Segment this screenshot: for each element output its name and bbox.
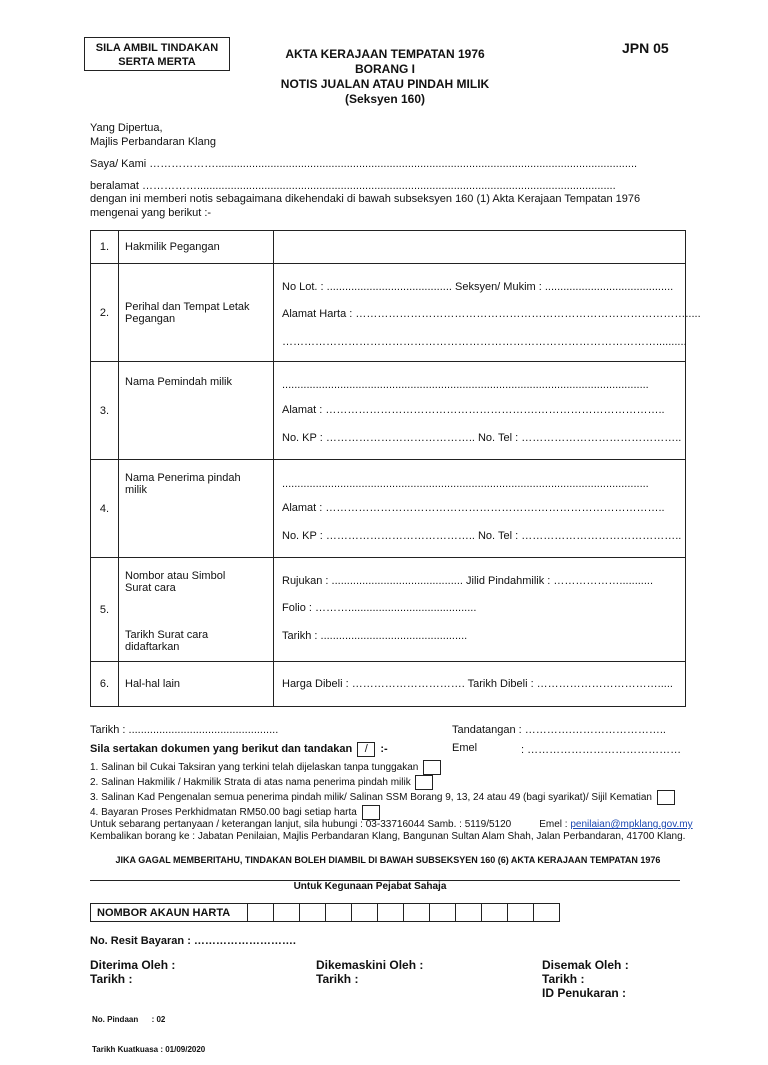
rujukan-line: Rujukan : ........................................... Jilid Pindahmilik : ………………........... xyxy=(282,575,654,587)
contact-line-1 xyxy=(90,819,693,831)
beralamat-line: beralamat ……………......................................................................................................................................... xyxy=(90,180,616,192)
pemindah-kp-line: No. KP : ………………………………….. No. Tel : …………………………………….. xyxy=(282,432,682,444)
instruction-end: :- xyxy=(380,743,388,755)
table-row xyxy=(91,264,686,362)
attachment-item-1: 1. Salinan bil Cukai Taksiran yang terkini telah dijelaskan tanpa tunggakan xyxy=(90,762,419,774)
perihal-field[interactable] xyxy=(274,264,701,362)
disemak-tarikh: Tarikh : xyxy=(542,972,585,986)
statement-line-2: mengenai yang berikut :- xyxy=(90,207,212,219)
dikemaskini-label: Dikemaskini Oleh : xyxy=(316,958,424,972)
office-heading: Untuk Kegunaan Pejabat Sahaja xyxy=(293,881,447,892)
tarikh-didaftarkan-label: Tarikh Surat cara didaftarkan xyxy=(125,629,209,653)
tarikh-field[interactable]: Tarikh : ................................................. xyxy=(90,724,279,736)
checkbox-kad-pengenalan[interactable] xyxy=(657,790,675,805)
penerima-name-line: ........................................................................................................................ xyxy=(282,478,649,490)
penerima-kp-line: No. KP : ………………………………….. No. Tel : …………………………………….. xyxy=(282,530,682,542)
account-digit-box[interactable] xyxy=(248,904,274,922)
diterima-label: Diterima Oleh : xyxy=(90,958,176,972)
account-digit-box[interactable] xyxy=(430,904,456,922)
account-digit-box[interactable] xyxy=(456,904,482,922)
row-number: 3. xyxy=(91,362,119,460)
table-row xyxy=(91,362,686,460)
account-digit-box[interactable] xyxy=(534,904,560,922)
form-title xyxy=(240,47,530,107)
table-row xyxy=(91,231,686,264)
account-digit-box[interactable] xyxy=(274,904,300,922)
account-number-table xyxy=(90,903,560,922)
pemindah-alamat-line: Alamat : ………………………………………………….…………………………….. xyxy=(282,404,665,416)
addressee-council: Majlis Perbandaran Klang xyxy=(90,136,216,148)
pindaan-number: No. Pindaan : 02 xyxy=(92,1015,166,1024)
pemindah-field[interactable] xyxy=(274,362,686,460)
email-link[interactable]: penilaian@mpklang.gov.my xyxy=(570,819,693,830)
penerima-alamat-line: Alamat : ………………………………………………….…………………………….. xyxy=(282,502,665,514)
kuatkuasa-date: Tarikh Kuatkuasa : 01/09/2020 xyxy=(92,1045,206,1054)
row-number: 4. xyxy=(91,460,119,558)
emel-field[interactable]: : …………………………………… xyxy=(521,744,682,756)
hakmilik-field[interactable] xyxy=(274,231,686,264)
emel-label: Emel xyxy=(452,742,478,754)
account-digit-box[interactable] xyxy=(352,904,378,922)
contact-phone: Untuk sebarang pertanyaan / keterangan lanjut, sila hubungi : 03-33716044 Samb. : 5119/5120 xyxy=(90,819,512,830)
row-label: Nama Penerima pindah milik xyxy=(119,460,274,558)
row-label: Hakmilik Pegangan xyxy=(119,231,274,264)
checkbox-bayaran[interactable] xyxy=(362,805,380,820)
lot-line: No Lot. : ......................................... Seksyen/ Mukim : .......................................... xyxy=(282,281,674,293)
revision-info xyxy=(92,995,205,1065)
action-box-line-2: SERTA MERTA xyxy=(118,56,196,68)
disemak-block xyxy=(542,958,629,1000)
form-name: BORANG I xyxy=(355,62,415,76)
row-number: 1. xyxy=(91,231,119,264)
section-ref: (Seksyen 160) xyxy=(344,92,426,106)
row-number: 6. xyxy=(91,662,119,707)
row-label-cell xyxy=(119,558,274,662)
list-item xyxy=(90,760,675,775)
harga-line: Harga Dibeli : …………………………. Tarikh Dibeli : ……………………………..... xyxy=(282,678,673,690)
account-label: NOMBOR AKAUN HARTA xyxy=(91,904,248,922)
surat-cara-label: Nombor atau Simbol Surat cara xyxy=(125,570,226,594)
surat-cara-field[interactable] xyxy=(274,558,686,662)
account-digit-box[interactable] xyxy=(378,904,404,922)
list-item xyxy=(90,805,675,820)
attachment-item-2: 2. Salinan Hakmilik / Hakmilik Strata di atas nama penerima pindah milik xyxy=(90,777,411,789)
table-row xyxy=(91,558,686,662)
tarikh-line: Tarikh : ................................................ xyxy=(282,630,468,642)
row-label: Perihal dan Tempat Letak Pegangan xyxy=(119,264,274,362)
penerima-field[interactable] xyxy=(274,460,686,558)
account-digit-box[interactable] xyxy=(326,904,352,922)
alamat-harta-line: Alamat Harta : ………………………………………………………………………………..... xyxy=(282,308,701,320)
action-box-line-1: SILA AMBIL TINDAKAN xyxy=(95,42,219,54)
dikemaskini-block xyxy=(316,958,423,986)
tick-mark: / xyxy=(364,743,368,755)
account-digit-box[interactable] xyxy=(404,904,430,922)
table-row xyxy=(91,460,686,558)
folio-line: Folio : ……….......................................... xyxy=(282,602,477,614)
attachment-item-4: 4. Bayaran Proses Perkhidmatan RM50.00 bagi setiap harta xyxy=(90,807,357,819)
diterima-block xyxy=(90,958,175,986)
row-label: Nama Pemindah milik xyxy=(119,362,274,460)
checkbox-hakmilik[interactable] xyxy=(415,775,433,790)
instruction-text: Sila sertakan dokumen yang berikut dan tandakan xyxy=(90,743,353,755)
action-required-box xyxy=(84,37,230,71)
diterima-tarikh: Tarikh : xyxy=(90,972,133,986)
tick-sample-box xyxy=(357,742,375,757)
alamat-harta-line-2: ………………………………………………………………………………………….......... xyxy=(282,336,687,348)
account-digit-box[interactable] xyxy=(482,904,508,922)
tandatangan-field[interactable]: Tandatangan : ………….…………………….. xyxy=(452,724,666,736)
disemak-label: Disemak Oleh : xyxy=(542,958,629,972)
list-item xyxy=(90,790,675,805)
contact-info xyxy=(90,819,693,843)
saya-line: Saya/ Kami ……………….......................................................................................................................................... xyxy=(90,158,638,170)
account-digit-box[interactable] xyxy=(508,904,534,922)
table-row xyxy=(91,662,686,707)
account-digit-box[interactable] xyxy=(300,904,326,922)
row-number: 2. xyxy=(91,264,119,362)
statement-line-1: dengan ini memberi notis sebagaimana dikehendaki di bawah subseksyen 160 (1) Akta Kerajaan Tempatan 1976 xyxy=(90,193,641,205)
id-penukaran-label: ID Penukaran : xyxy=(542,986,627,1000)
dikemaskini-tarikh: Tarikh : xyxy=(316,972,359,986)
hal-lain-field[interactable] xyxy=(274,662,686,707)
notice-title: NOTIS JUALAN ATAU PINDAH MILIK xyxy=(280,77,490,91)
row-number: 5. xyxy=(91,558,119,662)
row-label: Hal-hal lain xyxy=(119,662,274,707)
attachment-list xyxy=(90,760,675,820)
return-address: Kembalikan borang ke : Jabatan Penilaian, Majlis Perbandaran Klang, Bangunan Sultan Alam Shah, Jalan Perbandaran, 41700 Klang. xyxy=(90,831,686,842)
addressee xyxy=(90,121,216,149)
contact-emel-label: Emel : xyxy=(539,819,568,830)
pemindah-name-line: ........................................................................................................................ xyxy=(282,379,649,391)
form-code: JPN 05 xyxy=(622,40,669,56)
attachment-item-3: 3. Salinan Kad Pengenalan semua penerima pindah milik/ Salinan SSM Borang 9, 13, 24 atau 49 (bagi syarikat)/ Sijil Kematian xyxy=(90,792,652,804)
resit-field[interactable]: No. Resit Bayaran : ………………………. xyxy=(90,935,296,947)
warning-notice: JIKA GAGAL MEMBERITAHU, TINDAKAN BOLEH DIAMBIL DI BAWAH SUBSEKSYEN 160 (6) AKTA KERAJAAN TEMPATAN 1976 xyxy=(115,855,661,865)
property-details-table xyxy=(90,230,701,707)
addressee-title: Yang Dipertua, xyxy=(90,122,163,134)
checkbox-cukai[interactable] xyxy=(423,760,441,775)
attachment-instruction xyxy=(90,742,388,757)
list-item xyxy=(90,775,675,790)
act-title: AKTA KERAJAAN TEMPATAN 1976 xyxy=(285,47,485,61)
